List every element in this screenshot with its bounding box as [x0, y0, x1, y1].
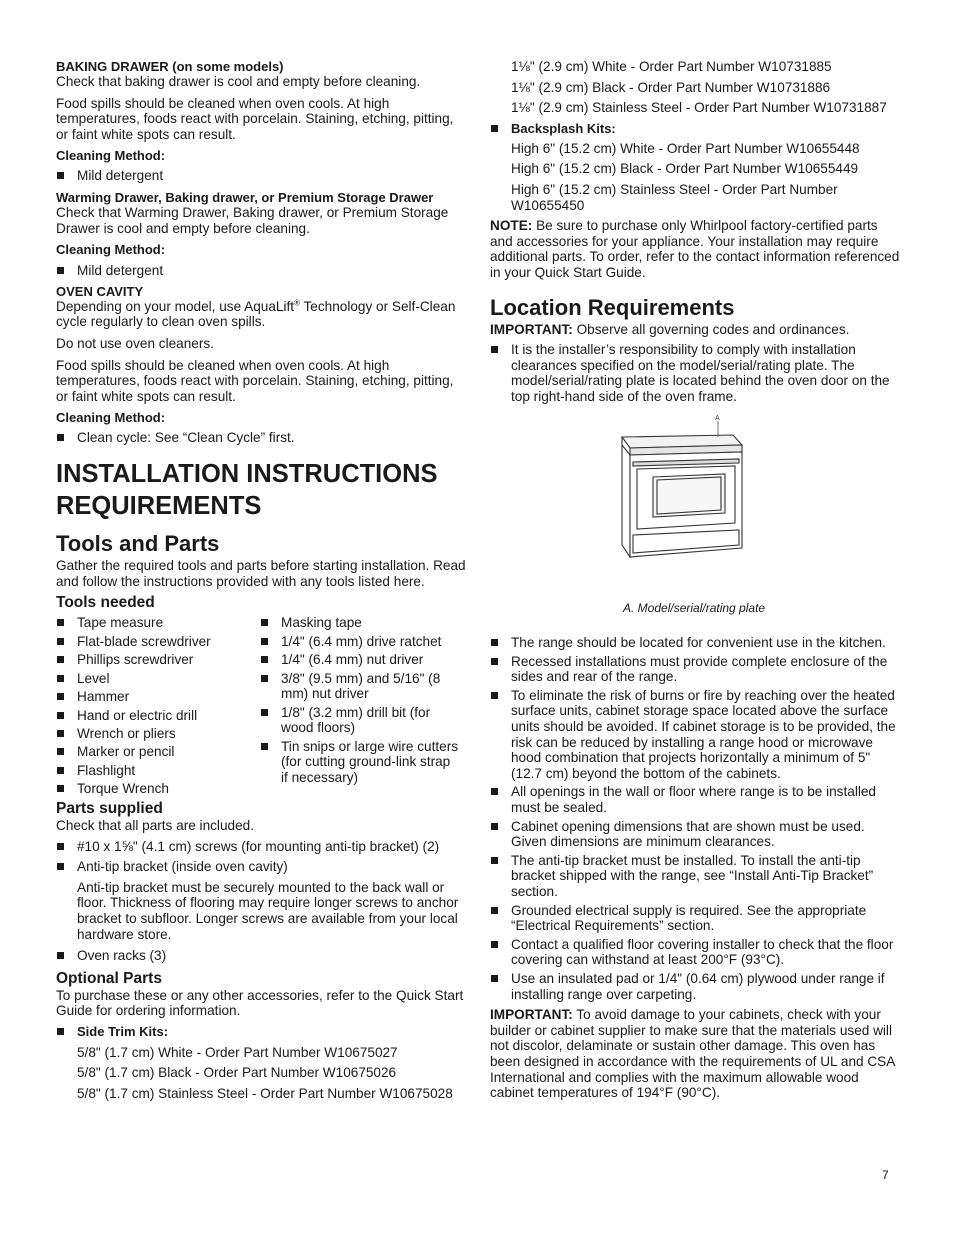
- figure-caption: A. Model/serial/rating plate: [623, 600, 766, 615]
- tools-parts-intro: Gather the required tools and parts before starting installation. Read and follow the instructions provided with any tools listed here.: [56, 557, 466, 589]
- list-item: Hand or electric drill: [56, 708, 260, 724]
- list-item: Grounded electrical supply is required. See the appropriate “Electrical Requirements” section.: [490, 903, 900, 934]
- cleaning-method-label: Cleaning Method:: [56, 148, 166, 164]
- list-item: 5/8" (1.7 cm) Stainless Steel - Order Part Number W10675028: [77, 1086, 453, 1102]
- tools-parts-heading: Tools and Parts: [56, 530, 220, 556]
- list-item: Phillips screwdriver: [56, 652, 260, 668]
- list-item: All openings in the wall or floor where range is to be installed must be sealed.: [490, 784, 900, 815]
- range-figure: [490, 415, 900, 595]
- list-item: To eliminate the risk of burns or fire by reaching over the heated surface units, cabinet storage space located above the surface units should be avoided. If cabinet storage is to be provided, the risk can be reduced by installing a range hood or microwave hood combination that projects horizontally a minimum of 5" (12.7 cm) beyond the bottom of the cabinets.: [490, 688, 900, 782]
- right-column: [490, 59, 900, 1101]
- warming-drawer-text: Check that Warming Drawer, Baking drawer, or Premium Storage Drawer is cool and empty before cleaning.: [56, 204, 449, 236]
- optional-parts-heading: Optional Parts: [56, 969, 162, 987]
- list-item: The anti-tip bracket must be installed. To install the anti-tip bracket shipped with the range, see “Install Anti-Tip Bracket” section.: [490, 853, 900, 900]
- list-item: Recessed installations must provide complete enclosure of the sides and rear of the range.: [490, 654, 900, 685]
- list-item: High 6" (15.2 cm) Black - Order Part Number W10655449: [511, 161, 859, 177]
- list-item: 5/8" (1.7 cm) Black - Order Part Number W10675026: [77, 1065, 397, 1081]
- list-item: 1⅛" (2.9 cm) White - Order Part Number W10731885: [511, 59, 832, 74]
- list-item: Oven racks (3): [56, 948, 466, 964]
- tools-list: [56, 615, 466, 800]
- list-item: Mild detergent: [56, 263, 466, 279]
- note: NOTE: Be sure to purchase only Whirlpool factory-certified parts and accessories for your appliance. Your installation may require additional parts. To order, refer to the contact information referenced in your Quick Start Guide.: [490, 218, 900, 280]
- cleaning-method-label: Cleaning Method:: [56, 410, 166, 426]
- list-item: 1/8" (3.2 mm) drill bit (for wood floors): [260, 705, 460, 736]
- left-column: [56, 59, 466, 1102]
- baking-drawer-text: Check that baking drawer is cool and empty before cleaning.: [56, 74, 421, 89]
- important-cabinets: IMPORTANT: To avoid damage to your cabinets, check with your builder or cabinet supplier to make sure that the materials used will not discolor, delaminate or sustain other damage. This oven has been designed in accordance with the requirements of UL and CSA International and complies with the maximum allowable wood cabinet temperatures of 194°F (90°C).: [490, 1007, 895, 1101]
- list-item: 5/8" (1.7 cm) White - Order Part Number W10675027: [77, 1044, 398, 1060]
- list-item: 1⅛" (2.9 cm) Stainless Steel - Order Part Number W10731887: [511, 100, 887, 116]
- list-item: Torque Wrench: [56, 781, 260, 797]
- list-item: High 6" (15.2 cm) Stainless Steel - Order Part Number W10655450: [511, 181, 838, 213]
- location-heading: Location Requirements: [490, 294, 735, 320]
- list-item: Wrench or pliers: [56, 726, 260, 742]
- warming-drawer-heading: Warming Drawer, Baking drawer, or Premium Storage Drawer: [56, 189, 434, 205]
- list-item: Anti-tip bracket (inside oven cavity): [56, 859, 466, 875]
- list-item: Flashlight: [56, 763, 260, 779]
- optional-intro: To purchase these or any other accessories, refer to the Quick Start Guide for ordering information.: [56, 987, 464, 1019]
- list-item: Hammer: [56, 689, 260, 705]
- list-item: Clean cycle: See “Clean Cycle” first.: [56, 430, 466, 446]
- list-item: Flat-blade screwdriver: [56, 634, 260, 650]
- list-item: Tape measure: [56, 615, 260, 631]
- list-item: 3/8" (9.5 mm) and 5/16" (8 mm) nut driver: [260, 671, 460, 702]
- location-bullets: [490, 635, 900, 1002]
- list-item: Tin snips or large wire cutters (for cutting ground-link strap if necessary): [260, 739, 460, 786]
- side-trim-label: Side Trim Kits:: [56, 1024, 466, 1039]
- oven-cavity-text: Depending on your model, use AquaLift® Technology or Self-Clean cycle regularly to clean oven spills.: [56, 298, 456, 330]
- oven-cavity-heading: OVEN CAVITY: [56, 283, 144, 299]
- important-note: IMPORTANT: Observe all governing codes and ordinances.: [490, 321, 850, 337]
- list-item: Cabinet opening dimensions that are shown must be used. Given dimensions are minimum clearances.: [490, 819, 900, 850]
- anti-tip-note: Anti-tip bracket must be securely mounted to the back wall or floor. Thickness of flooring may require longer screws to anchor bracket to subfloor. Longer screws are available from your local hardware store.: [77, 879, 459, 942]
- page-title: REQUIREMENTS: [56, 491, 262, 520]
- baking-drawer-spills: Food spills should be cleaned when oven cools. At high temperatures, foods react with porcelain. Staining, etching, pitting, or faint white spots can result.: [56, 95, 454, 142]
- oven-cleaner-warning: Do not use oven cleaners.: [56, 335, 214, 351]
- list-item: Mild detergent: [56, 168, 466, 184]
- baking-drawer-heading: BAKING DRAWER (on some models): [56, 59, 284, 74]
- list-item: Marker or pencil: [56, 744, 260, 760]
- figure-marker: A: [715, 414, 720, 422]
- list-item: Contact a qualified floor covering installer to check that the floor covering can withstand at least 200°F (93°C).: [490, 937, 900, 968]
- tools-needed-heading: Tools needed: [56, 594, 155, 612]
- tools-list-col2: [260, 615, 460, 800]
- list-item: Level: [56, 671, 260, 687]
- tools-list-col1: [56, 615, 260, 800]
- parts-supplied-heading: Parts supplied: [56, 799, 163, 817]
- oven-cavity-spills: Food spills should be cleaned when oven cools. At high temperatures, foods react with porcelain. Staining, etching, pitting, or faint white spots can result.: [56, 357, 454, 404]
- list-item: 1/4" (6.4 mm) drive ratchet: [260, 634, 460, 650]
- list-item: It is the installer’s responsibility to comply with installation clearances specified on the model/serial/rating plate. The model/serial/rating plate is located behind the oven door on the top right-hand side of the oven frame.: [490, 342, 900, 404]
- range-illustration: [490, 415, 900, 595]
- list-item: Masking tape: [260, 615, 460, 631]
- list-item: 1⅛" (2.9 cm) Black - Order Part Number W10731886: [511, 79, 831, 95]
- list-item: Use an insulated pad or 1/4" (0.64 cm) plywood under range if installing range over carpeting.: [490, 971, 900, 1002]
- cleaning-method-label: Cleaning Method:: [56, 242, 166, 258]
- list-item: High 6" (15.2 cm) White - Order Part Number W10655448: [511, 140, 860, 156]
- backsplash-label: Backsplash Kits:: [490, 121, 900, 136]
- parts-intro: Check that all parts are included.: [56, 817, 254, 833]
- page-title: INSTALLATION INSTRUCTIONS: [56, 459, 438, 488]
- page-number: 7: [882, 1168, 889, 1182]
- list-item: The range should be located for convenient use in the kitchen.: [490, 635, 900, 651]
- list-item: #10 x 1⅝" (4.1 cm) screws (for mounting anti-tip bracket) (2): [56, 839, 466, 855]
- list-item: 1/4" (6.4 mm) nut driver: [260, 652, 460, 668]
